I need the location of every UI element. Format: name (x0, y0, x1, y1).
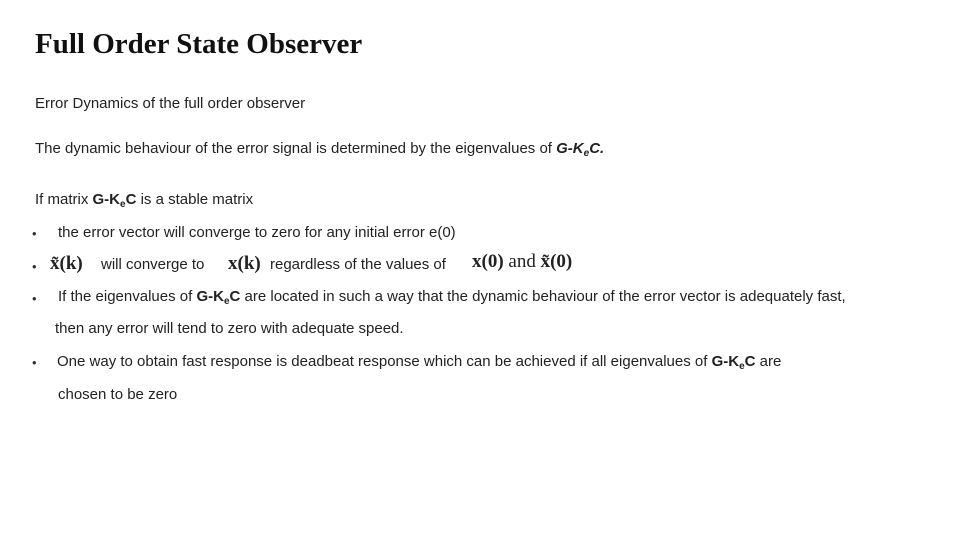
initial-values-formula: x(0) and x̃(0) (472, 251, 573, 272)
bullet-marker: • (32, 259, 37, 274)
bullet-2-text-1: will converge to (101, 256, 205, 273)
bullet-4-text: One way to obtain fast response is deadbeat response which can be achieved if all eigenvalues of $G-K_eC$ are (57, 353, 782, 372)
error-estimate-formula: x̃(k) (50, 253, 83, 274)
bullet-marker: • (32, 291, 37, 306)
bullet-marker: • (32, 355, 37, 370)
matrix-term: $G-K_eC$ (711, 353, 756, 372)
slide-title: Full Order State Observer (35, 28, 363, 60)
paragraph-tail: is a stable matrix (136, 191, 254, 208)
bullet-2-text-2: regardless of the values of (270, 256, 446, 273)
matrix-term: $G-K_eC$. (556, 140, 605, 159)
bullet-marker: • (32, 226, 37, 241)
matrix-term: $G-K_eC$ (196, 288, 241, 307)
paragraph-text: If matrix (35, 191, 93, 208)
bullet-4-continuation: chosen to be zero (58, 386, 178, 403)
paragraph-stable-matrix (35, 191, 253, 208)
state-formula: x(k) (228, 253, 261, 274)
matrix-term: $G-K_eC$ (92, 191, 137, 210)
paragraph-text: The dynamic behaviour of the error signal is determined by the eigenvalues of (35, 140, 557, 157)
subtitle: Error Dynamics of the full order observer (35, 95, 306, 112)
bullet-3-text: If the eigenvalues of $G-K_eC$ are located in such a way that the dynamic behaviour of the error vector is adequately fast, (58, 288, 846, 307)
bullet-1-text: the error vector will converge to zero for any initial error e(0) (58, 224, 456, 241)
paragraph-eigenvalues (35, 140, 604, 157)
bullet-3-continuation: then any error will tend to zero with adequate speed. (55, 320, 404, 337)
